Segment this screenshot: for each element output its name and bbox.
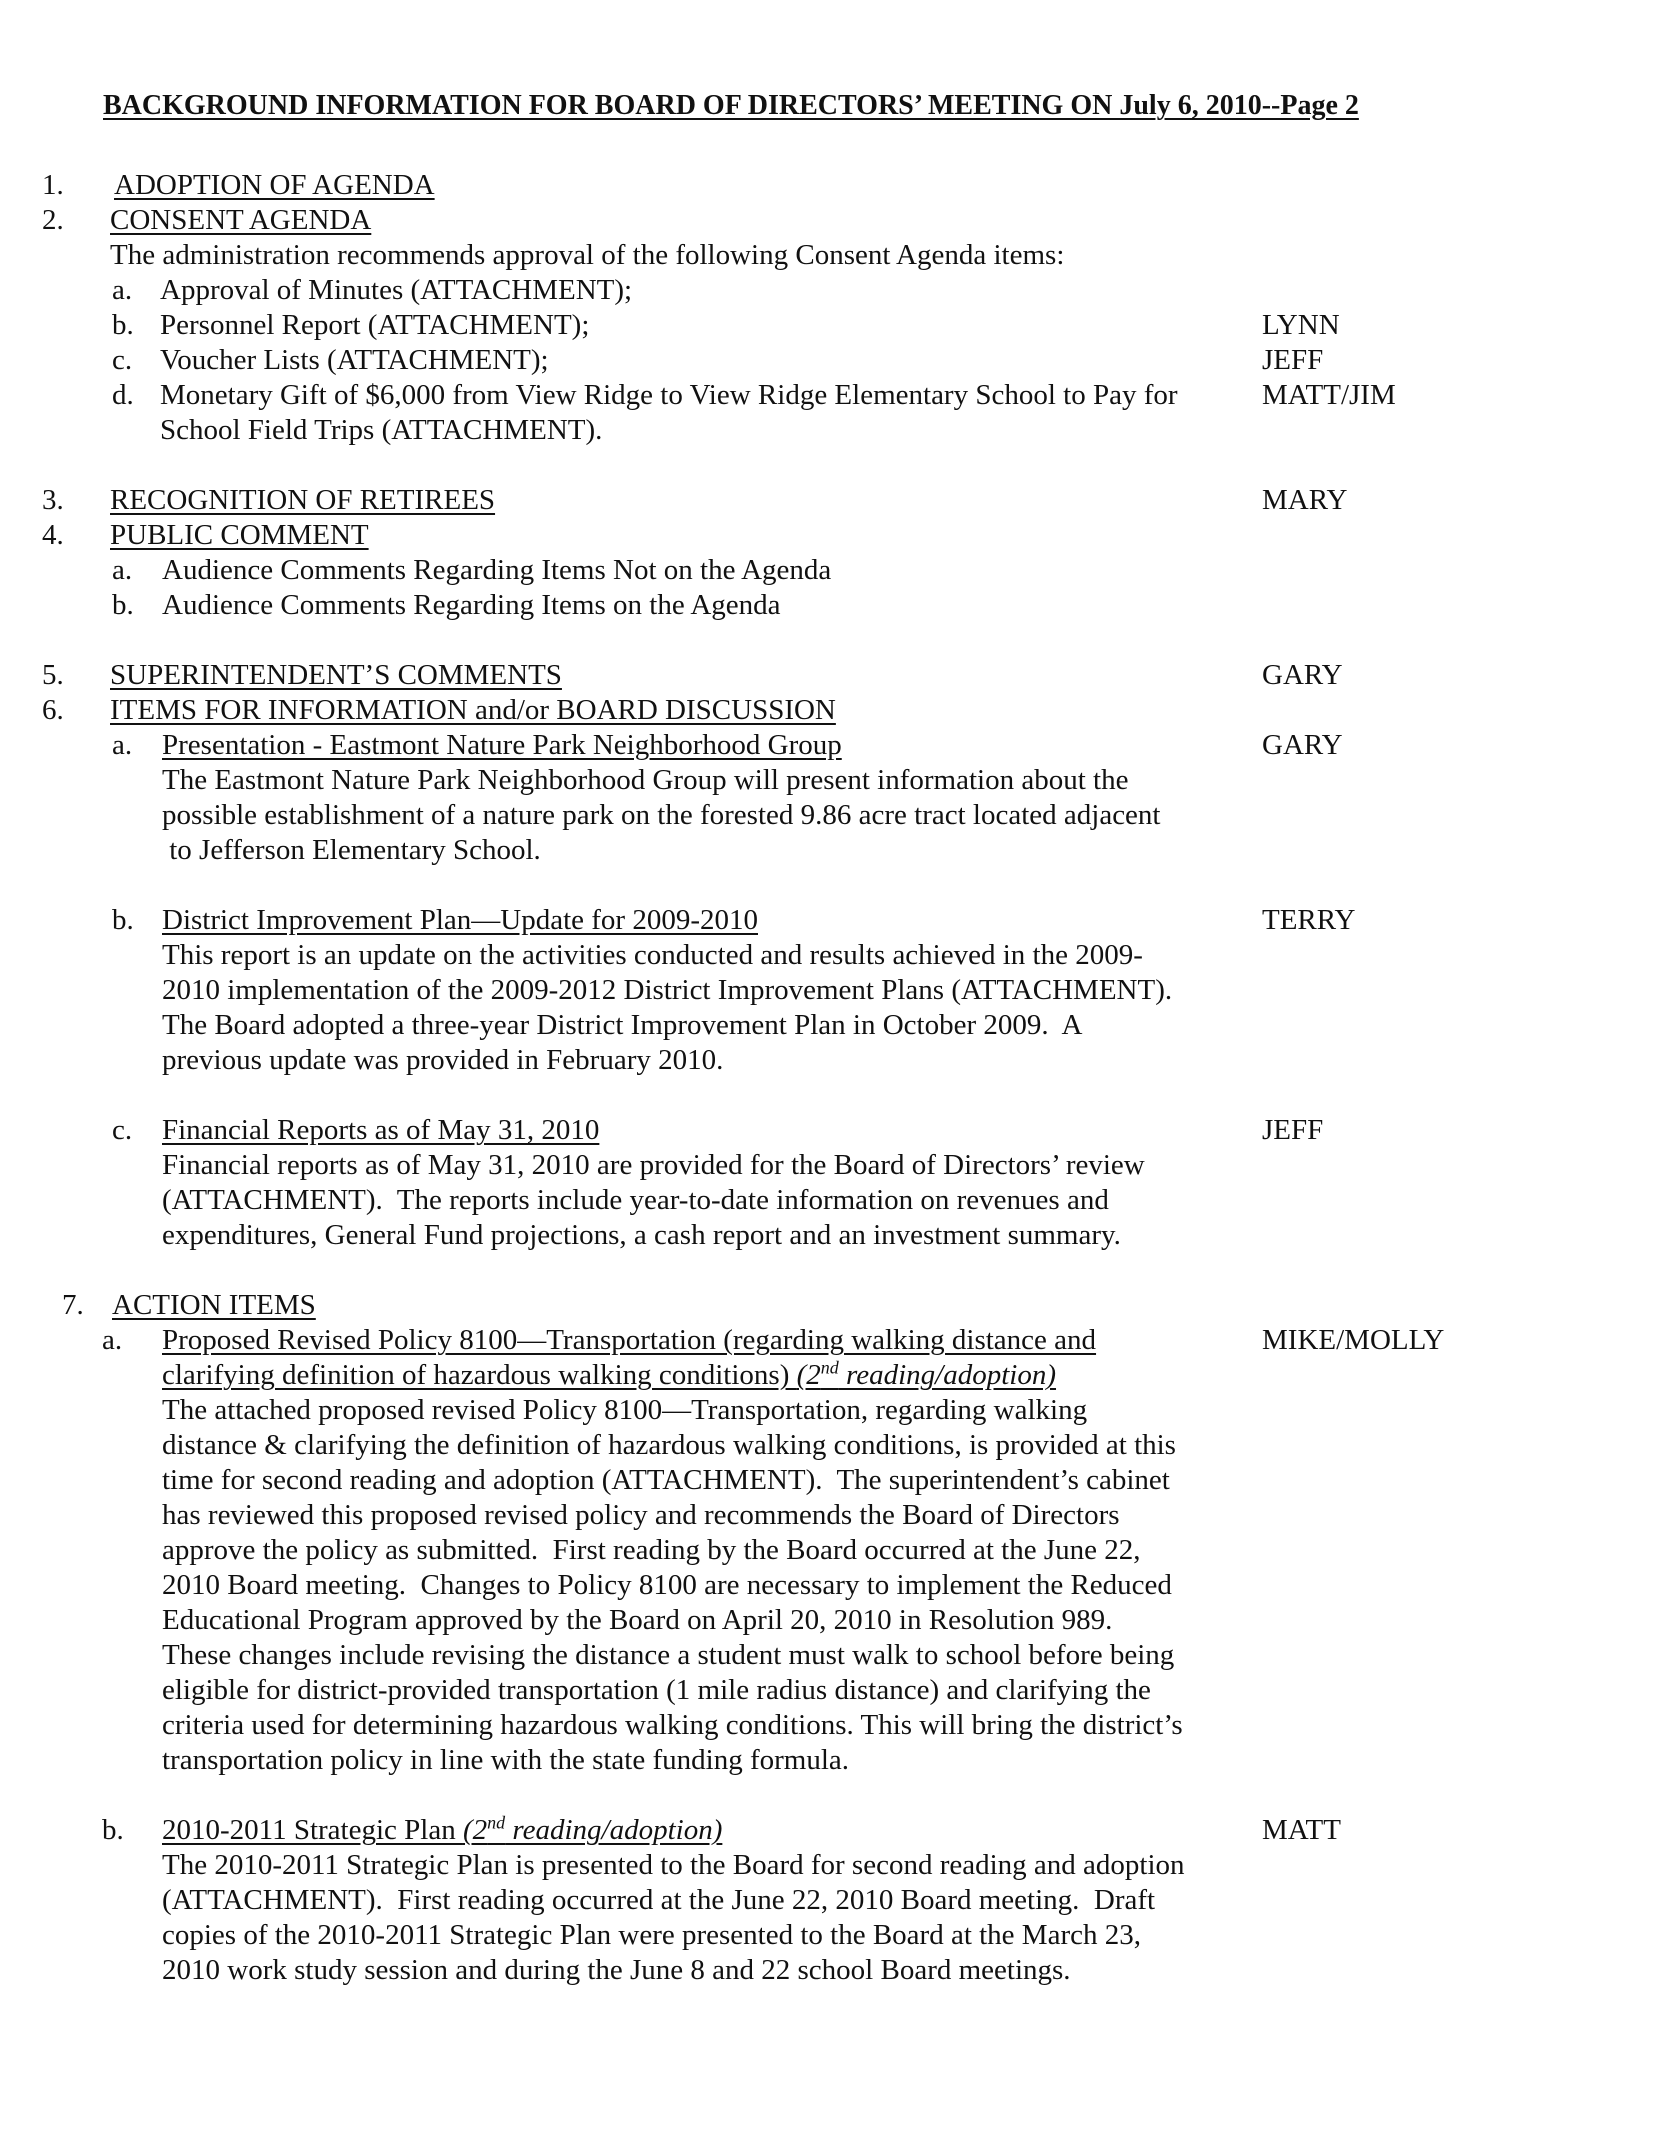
item-number: 7. <box>62 1289 84 1321</box>
consent-item-personnel: Personnel Report (ATTACHMENT); <box>160 309 590 341</box>
public-comment-not-on-agenda: Audience Comments Regarding Items Not on the Agenda <box>162 554 832 586</box>
improvement-plan-text: 2010 implementation of the 2009-2012 District Improvement Plans (ATTACHMENT). <box>162 974 1173 1006</box>
public-comment-on-agenda: Audience Comments Regarding Items on the Agenda <box>162 589 781 621</box>
policy-8100-text: time for second reading and adoption (ATTACHMENT). The superintendent’s cabinet <box>162 1464 1170 1496</box>
reading-tag-pre: (2 <box>796 1359 821 1391</box>
item-letter: d. <box>112 379 134 411</box>
policy-8100-text: The attached proposed revised Policy 8100—Transportation, regarding walking <box>162 1394 1088 1426</box>
page-header: BACKGROUND INFORMATION FOR BOARD OF DIRECTORS’ MEETING ON July 6, 2010--Page 2 <box>103 90 1359 121</box>
consent-intro: The administration recommends approval of the following Consent Agenda items: <box>110 239 1065 271</box>
reading-tag-pre: (2 <box>462 1814 488 1846</box>
section-title-public-comment: PUBLIC COMMENT <box>110 519 369 551</box>
presenter-mike-molly: MIKE/MOLLY <box>1262 1324 1445 1356</box>
item-letter: a. <box>102 1324 123 1356</box>
item-title-policy-8100-line2 <box>162 1358 1056 1393</box>
presenter-jeff: JEFF <box>1262 1114 1324 1146</box>
strategic-plan-text: (ATTACHMENT). First reading occurred at the June 22, 2010 Board meeting. Draft <box>162 1884 1156 1916</box>
item-letter: a. <box>112 729 133 761</box>
item-title-strategic-plan <box>162 1813 722 1848</box>
policy-8100-title-text: clarifying definition of hazardous walking conditions) <box>162 1359 797 1391</box>
item-title-financial-reports: Financial Reports as of May 31, 2010 <box>162 1114 600 1146</box>
section-title-adoption-of-agenda: ADOPTION OF AGENDA <box>114 169 435 201</box>
consent-item-minutes: Approval of Minutes (ATTACHMENT); <box>160 274 633 306</box>
presenter-matt-jim: MATT/JIM <box>1262 379 1396 411</box>
policy-8100-text: distance & clarifying the definition of hazardous walking conditions, is provided at this <box>162 1429 1176 1461</box>
policy-8100-text: criteria used for determining hazardous walking conditions. This will bring the district’s <box>162 1709 1183 1741</box>
presenter-mary: MARY <box>1262 484 1348 516</box>
financial-reports-text: (ATTACHMENT). The reports include year-to-date information on revenues and <box>162 1184 1109 1216</box>
item-title-nature-park: Presentation - Eastmont Nature Park Neighborhood Group <box>162 729 842 761</box>
presenter-jeff: JEFF <box>1262 344 1324 376</box>
item-number: 1. <box>42 169 64 201</box>
item-title-improvement-plan: District Improvement Plan—Update for 2009-2010 <box>162 904 758 936</box>
item-letter: b. <box>112 589 134 621</box>
item-number: 6. <box>42 694 64 726</box>
section-title-recognition: RECOGNITION OF RETIREES <box>110 484 496 516</box>
financial-reports-text: expenditures, General Fund projections, a cash report and an investment summary. <box>162 1219 1121 1251</box>
item-letter: a. <box>112 554 133 586</box>
item-number: 2. <box>42 204 64 236</box>
strategic-plan-text: The 2010-2011 Strategic Plan is presented to the Board for second reading and adoption <box>162 1849 1185 1881</box>
item-letter: b. <box>102 1814 124 1846</box>
section-title-action-items: ACTION ITEMS <box>112 1289 316 1321</box>
item-letter: b. <box>112 309 134 341</box>
item-title-policy-8100-line1: Proposed Revised Policy 8100—Transportation (regarding walking distance and <box>162 1324 1097 1356</box>
policy-8100-text: approve the policy as submitted. First reading by the Board occurred at the June 22, <box>162 1534 1141 1566</box>
improvement-plan-text: The Board adopted a three-year District Improvement Plan in October 2009. A <box>162 1009 1083 1041</box>
policy-8100-text: has reviewed this proposed revised policy and recommends the Board of Directors <box>162 1499 1120 1531</box>
section-title-information: ITEMS FOR INFORMATION and/or BOARD DISCUSSION <box>110 694 836 726</box>
item-number: 4. <box>42 519 64 551</box>
item-letter: b. <box>112 904 134 936</box>
policy-8100-text: eligible for district-provided transportation (1 mile radius distance) and clarifying the <box>162 1674 1151 1706</box>
reading-tag-sup: nd <box>487 1812 506 1833</box>
section-title-consent-agenda: CONSENT AGENDA <box>110 204 372 236</box>
strategic-plan-text: 2010 work study session and during the June 8 and 22 school Board meetings. <box>162 1954 1071 1986</box>
consent-item-gift-line1: Monetary Gift of $6,000 from View Ridge to View Ridge Elementary School to Pay for <box>160 379 1178 411</box>
item-letter: a. <box>112 274 133 306</box>
financial-reports-text: Financial reports as of May 31, 2010 are provided for the Board of Directors’ review <box>162 1149 1145 1181</box>
presenter-gary: GARY <box>1262 729 1343 761</box>
policy-8100-text: Educational Program approved by the Board on April 20, 2010 in Resolution 989. <box>162 1604 1113 1636</box>
improvement-plan-text: previous update was provided in February 2010. <box>162 1044 724 1076</box>
section-title-superintendent: SUPERINTENDENT’S COMMENTS <box>110 659 562 691</box>
improvement-plan-text: This report is an update on the activities conducted and results achieved in the 2009- <box>162 939 1143 971</box>
policy-8100-text: 2010 Board meeting. Changes to Policy 8100 are necessary to implement the Reduced <box>162 1569 1172 1601</box>
item-letter: c. <box>112 344 133 376</box>
policy-8100-text: transportation policy in line with the state funding formula. <box>162 1744 849 1776</box>
nature-park-text: to Jefferson Elementary School. <box>162 834 541 866</box>
item-number: 3. <box>42 484 64 516</box>
consent-item-gift-line2: School Field Trips (ATTACHMENT). <box>160 414 603 446</box>
policy-8100-text: These changes include revising the distance a student must walk to school before being <box>162 1639 1175 1671</box>
reading-tag <box>463 1814 722 1846</box>
presenter-gary: GARY <box>1262 659 1343 691</box>
presenter-lynn: LYNN <box>1262 309 1340 341</box>
strategic-plan-text: copies of the 2010-2011 Strategic Plan were presented to the Board at the March 23, <box>162 1919 1141 1951</box>
reading-tag <box>797 1359 1056 1391</box>
presenter-matt: MATT <box>1262 1814 1341 1846</box>
reading-tag-post: reading/adoption) <box>505 1814 723 1846</box>
nature-park-text: The Eastmont Nature Park Neighborhood Group will present information about the <box>162 764 1129 796</box>
item-number: 5. <box>42 659 64 691</box>
reading-tag-sup: nd <box>820 1357 839 1378</box>
strategic-plan-title-text: 2010-2011 Strategic Plan <box>162 1814 463 1846</box>
item-letter: c. <box>112 1114 133 1146</box>
presenter-terry: TERRY <box>1262 904 1356 936</box>
reading-tag-post: reading/adoption) <box>838 1359 1057 1391</box>
consent-item-vouchers: Voucher Lists (ATTACHMENT); <box>160 344 549 376</box>
nature-park-text: possible establishment of a nature park on the forested 9.86 acre tract located adjacent <box>162 799 1161 831</box>
